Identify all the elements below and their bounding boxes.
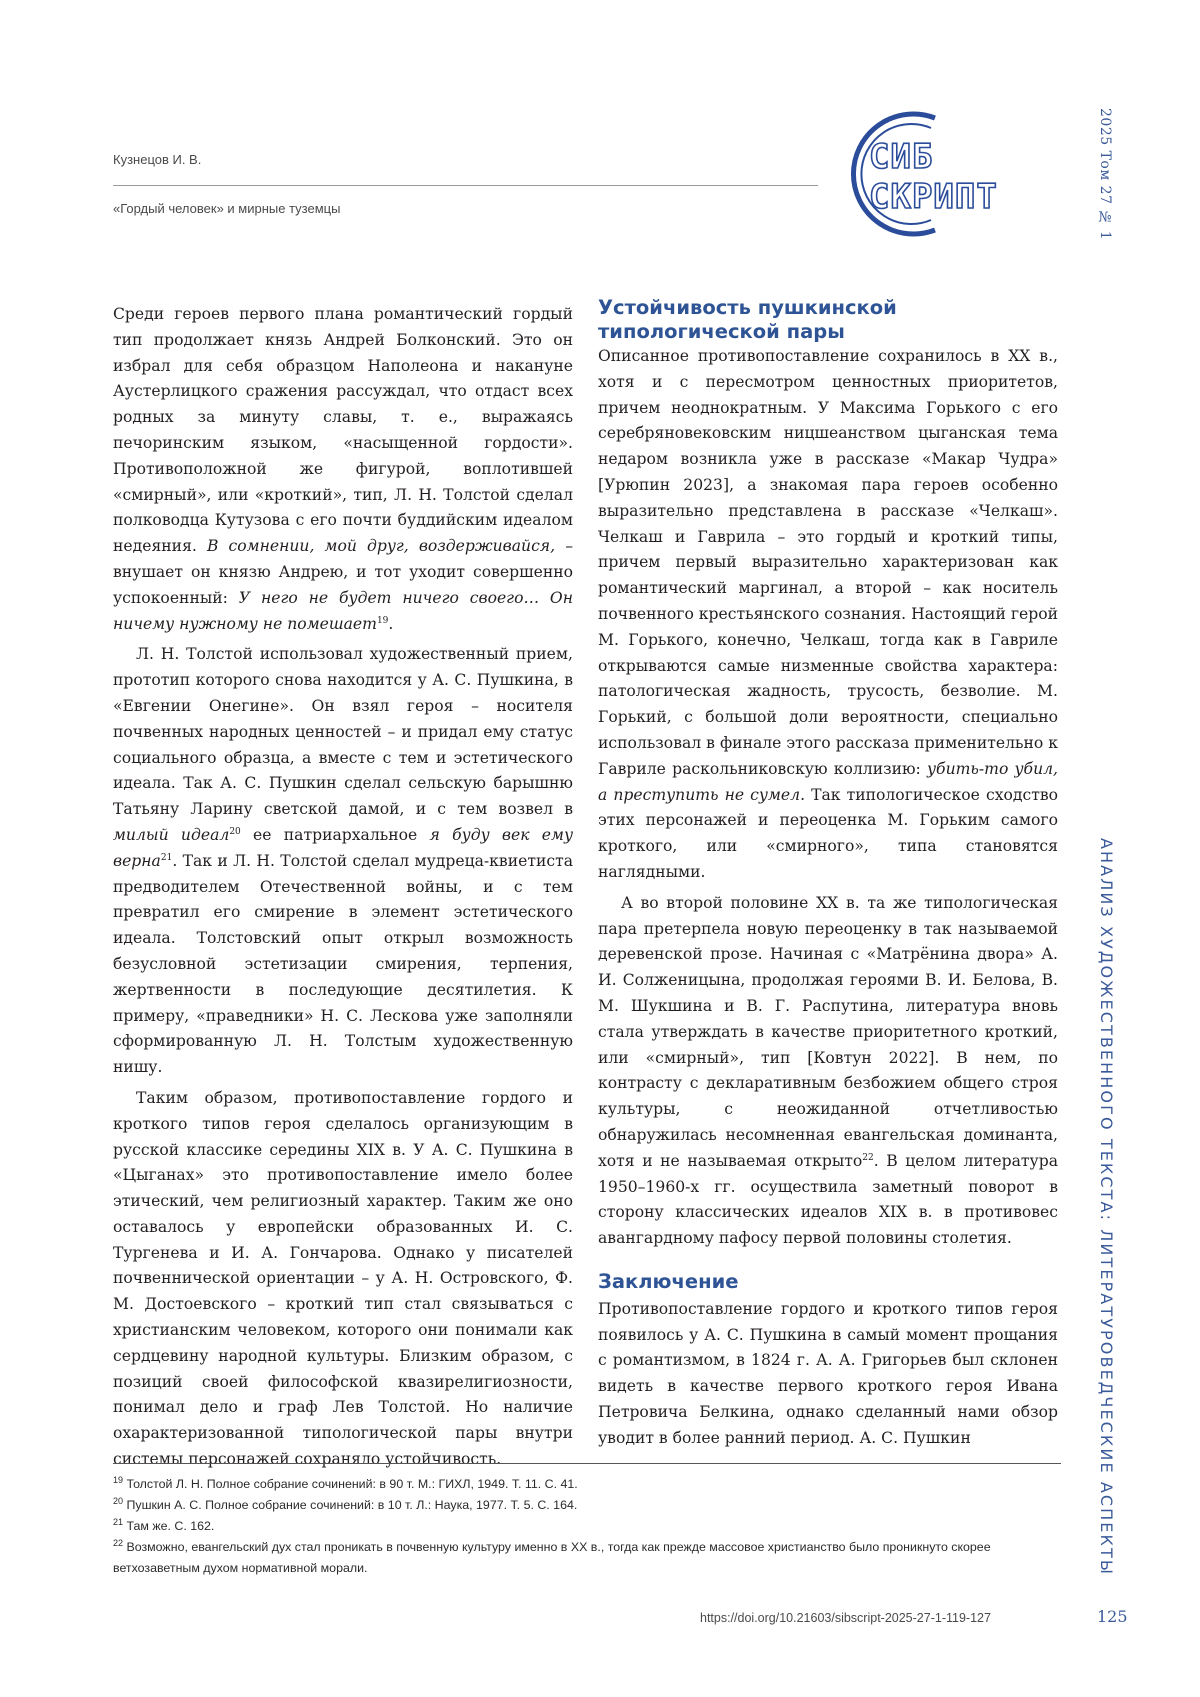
paragraph: А во второй половине XX в. та же типологическая пара претерпела новую переоценку в так называемой деревенской прозе. Начиная с «Матрёнина двора» А. И. Солженицына, продолжая героями В. И. Белова, В. М. Шукшина и В. Г. Распутина, литература вновь стала утверждать в качестве приоритетного кроткий, или «смирный», тип [Ковтун 2022]. В нем, по контрасту с декларативным безбожием общего строя культуры, с неожиданной отчетливостью обнаружилась несомненная евангельская доминанта, хотя и не называемая открыто$^{22}$. В целом литература 1950–1960-х гг. осуществила заметный поворот в сторону классических идеалов XIX в. в противовес авангардному пафосу первой половины столетия. (598, 893, 1058, 1248)
paragraph: Противопоставление гордого и кроткого типов героя появилось у А. С. Пушкина в самый момент прощания с романтизмом, в 1824 г. А. А. Григорьев был склонен видеть в качестве первого кроткого героя Ивана Петровича Белкина, однако сделанный нами обзор уводит в более ранний период. А. С. Пушкин (598, 1299, 1058, 1447)
footnote: $^{20}$ Пушкин А. С. Полное собрание сочинений: в 10 т. Л.: Наука, 1977. Т. 5. С. 164. (113, 1495, 578, 1512)
left-column (113, 302, 573, 1478)
footnote-ref: 20 (229, 826, 241, 837)
paragraph: Таким образом, противопоставление гордого и кроткого типов героя сделалось организующим в русской классике середины XIX в. У А. С. Пушкина в «Цыганах» это противопоставление имело более этический, чем религиозный характер. Таким же оно оставалось у европейски образованных И. С. Тургенева и И. А. Гончарова. Однако у писателей почвеннической ориентации – у А. Н. Островского, Ф. М. Достоевского – кроткий тип стал связываться с христианским человеком, которого они понимали как сердцевину народной культуры. Близким образом, с позиций своей философской квазирелигиозности, понимал дело и граф Лев Толстой. Но наличие охарактеризованной типологической пары внутри системы персонажей сохраняло устойчивость. (113, 1088, 573, 1469)
section-heading: Заключение (598, 1269, 739, 1293)
section-title-vertical (1097, 838, 1121, 1578)
section-heading: Устойчивость пушкинской типологической пары (598, 296, 897, 343)
header-rule (113, 185, 818, 186)
footnote-ref: 22 (862, 1152, 874, 1163)
footnote-ref: 19 (376, 615, 389, 626)
footnotes (113, 1474, 1061, 1579)
volume-info (1097, 108, 1117, 268)
doi-link[interactable]: https://doi.org/10.21603/sibscript-2025-27-1-119-127 (700, 1611, 991, 1625)
right-column (598, 296, 1058, 1457)
running-head-author: Кузнецов И. В. (113, 152, 202, 167)
paragraph: Среди героев первого плана романтический гордый тип продолжает князь Андрей Болконский. Это он избрал для себя образцом Наполеона и накануне Аустерлицкого сражения рассуждал, что отдаст всех родных за минуту славы, т. е., выражаясь печоринским языком, «насыщенной гордости». Противоположной же фигурой, воплотившей «смирный», или «кроткий», тип, Л. Н. Толстой сделал полководца Кутузова с его почти буддийским идеалом недеяния. В сомнении, мой друг, воздерживайся, – внушает он князю Андрею, и тот уходит совершенно успокоенный: У него не будет ничего своего… Он ничему нужному не помешает$^{19}$. (113, 305, 573, 633)
footnote: $^{22}$ Возможно, евангельский дух стал проникать в почвенную культуру именно в XX в., тогда как прежде массовое христианство было проникнуто скорее ветхозаветным духом нормативной морали. (113, 1537, 991, 1575)
footnote-rule (113, 1463, 1061, 1464)
running-head-title: «Гордый человек» и мирные туземцы (113, 201, 341, 216)
paragraph: Описанное противопоставление сохранилось в XX в., хотя и с пересмотром ценностных приоритетов, причем неоднократным. У Максима Горького с его серебряновековским ницшеанством цыганская тема недаром возникла уже в рассказе «Макар Чудра» [Урюпин 2023], а знакомая пара героев особенно выразительно представлена в рассказе «Челкаш». Челкаш и Гаврила – это гордый и кроткий типы, причем первый выразительно характеризован как романтический маргинал, а второй – как носитель почвенного крестьянского сознания. Настоящий герой М. Горького, конечно, Челкаш, тогда как в Гавриле открываются самые низменные свойства характера: патологическая жадность, трусость, безволие. М. Горький, с большой доли вероятности, специально использовал в финале этого рассказа применительно к Гавриле раскольниковскую коллизию: убить-то убил, а преступить не сумел. Так типологическое сходство этих персонажей и переоценка М. Горьким самого кроткого, или «смирного», типа становятся наглядными. (598, 347, 1059, 881)
footnote: $^{19}$ Толстой Л. Н. Полное собрание сочинений: в 90 т. М.: ГИХЛ, 1949. Т. 11. С. 41. (113, 1474, 578, 1491)
page-number: 125 (1097, 1607, 1128, 1626)
logo-word-1: СИБ (869, 137, 934, 177)
logo-word-2: СКРИПТ (869, 177, 998, 217)
paragraph: Л. Н. Толстой использовал художественный прием, прототип которого снова находится у А. С. Пушкина, в «Евгении Онегине». Он взял героя – носителя почвенных народных ценностей – и придал ему статус социального образца, а вместе с тем и эстетического идеала. Так А. С. Пушкин сделал сельскую барышню Татьяну Ларину светской дамой, и с тем возвел в милый идеал$^{20}$ ее патриархальное я буду век ему верна$^{21}$. Так и Л. Н. Толстой сделал мудреца-квиетиста предводителем Отечественной войны, и с тем превратил его смирение в элемент эстетического идеала. Толстовский опыт открыл возможность безусловной эстетизации смирения, терпения, жертвенности в последующие десятилетия. К примеру, «праведники» Н. С. Лескова уже заполняли сформированную Л. Н. Толстым художественную нишу. (113, 645, 574, 1077)
footnote-ref: 21 (160, 852, 173, 863)
journal-logo (835, 108, 1065, 240)
section-text: АНАЛИЗ ХУДОЖЕСТВЕННОГО ТЕКСТА: ЛИТЕРАТУРОВЕДЧЕСКИЕ АСПЕКТЫ (1097, 838, 1116, 1577)
footnote: $^{21}$ Там же. С. 162. (113, 1516, 215, 1533)
volume-text: 2025 Том 27 № 1 (1097, 108, 1113, 241)
